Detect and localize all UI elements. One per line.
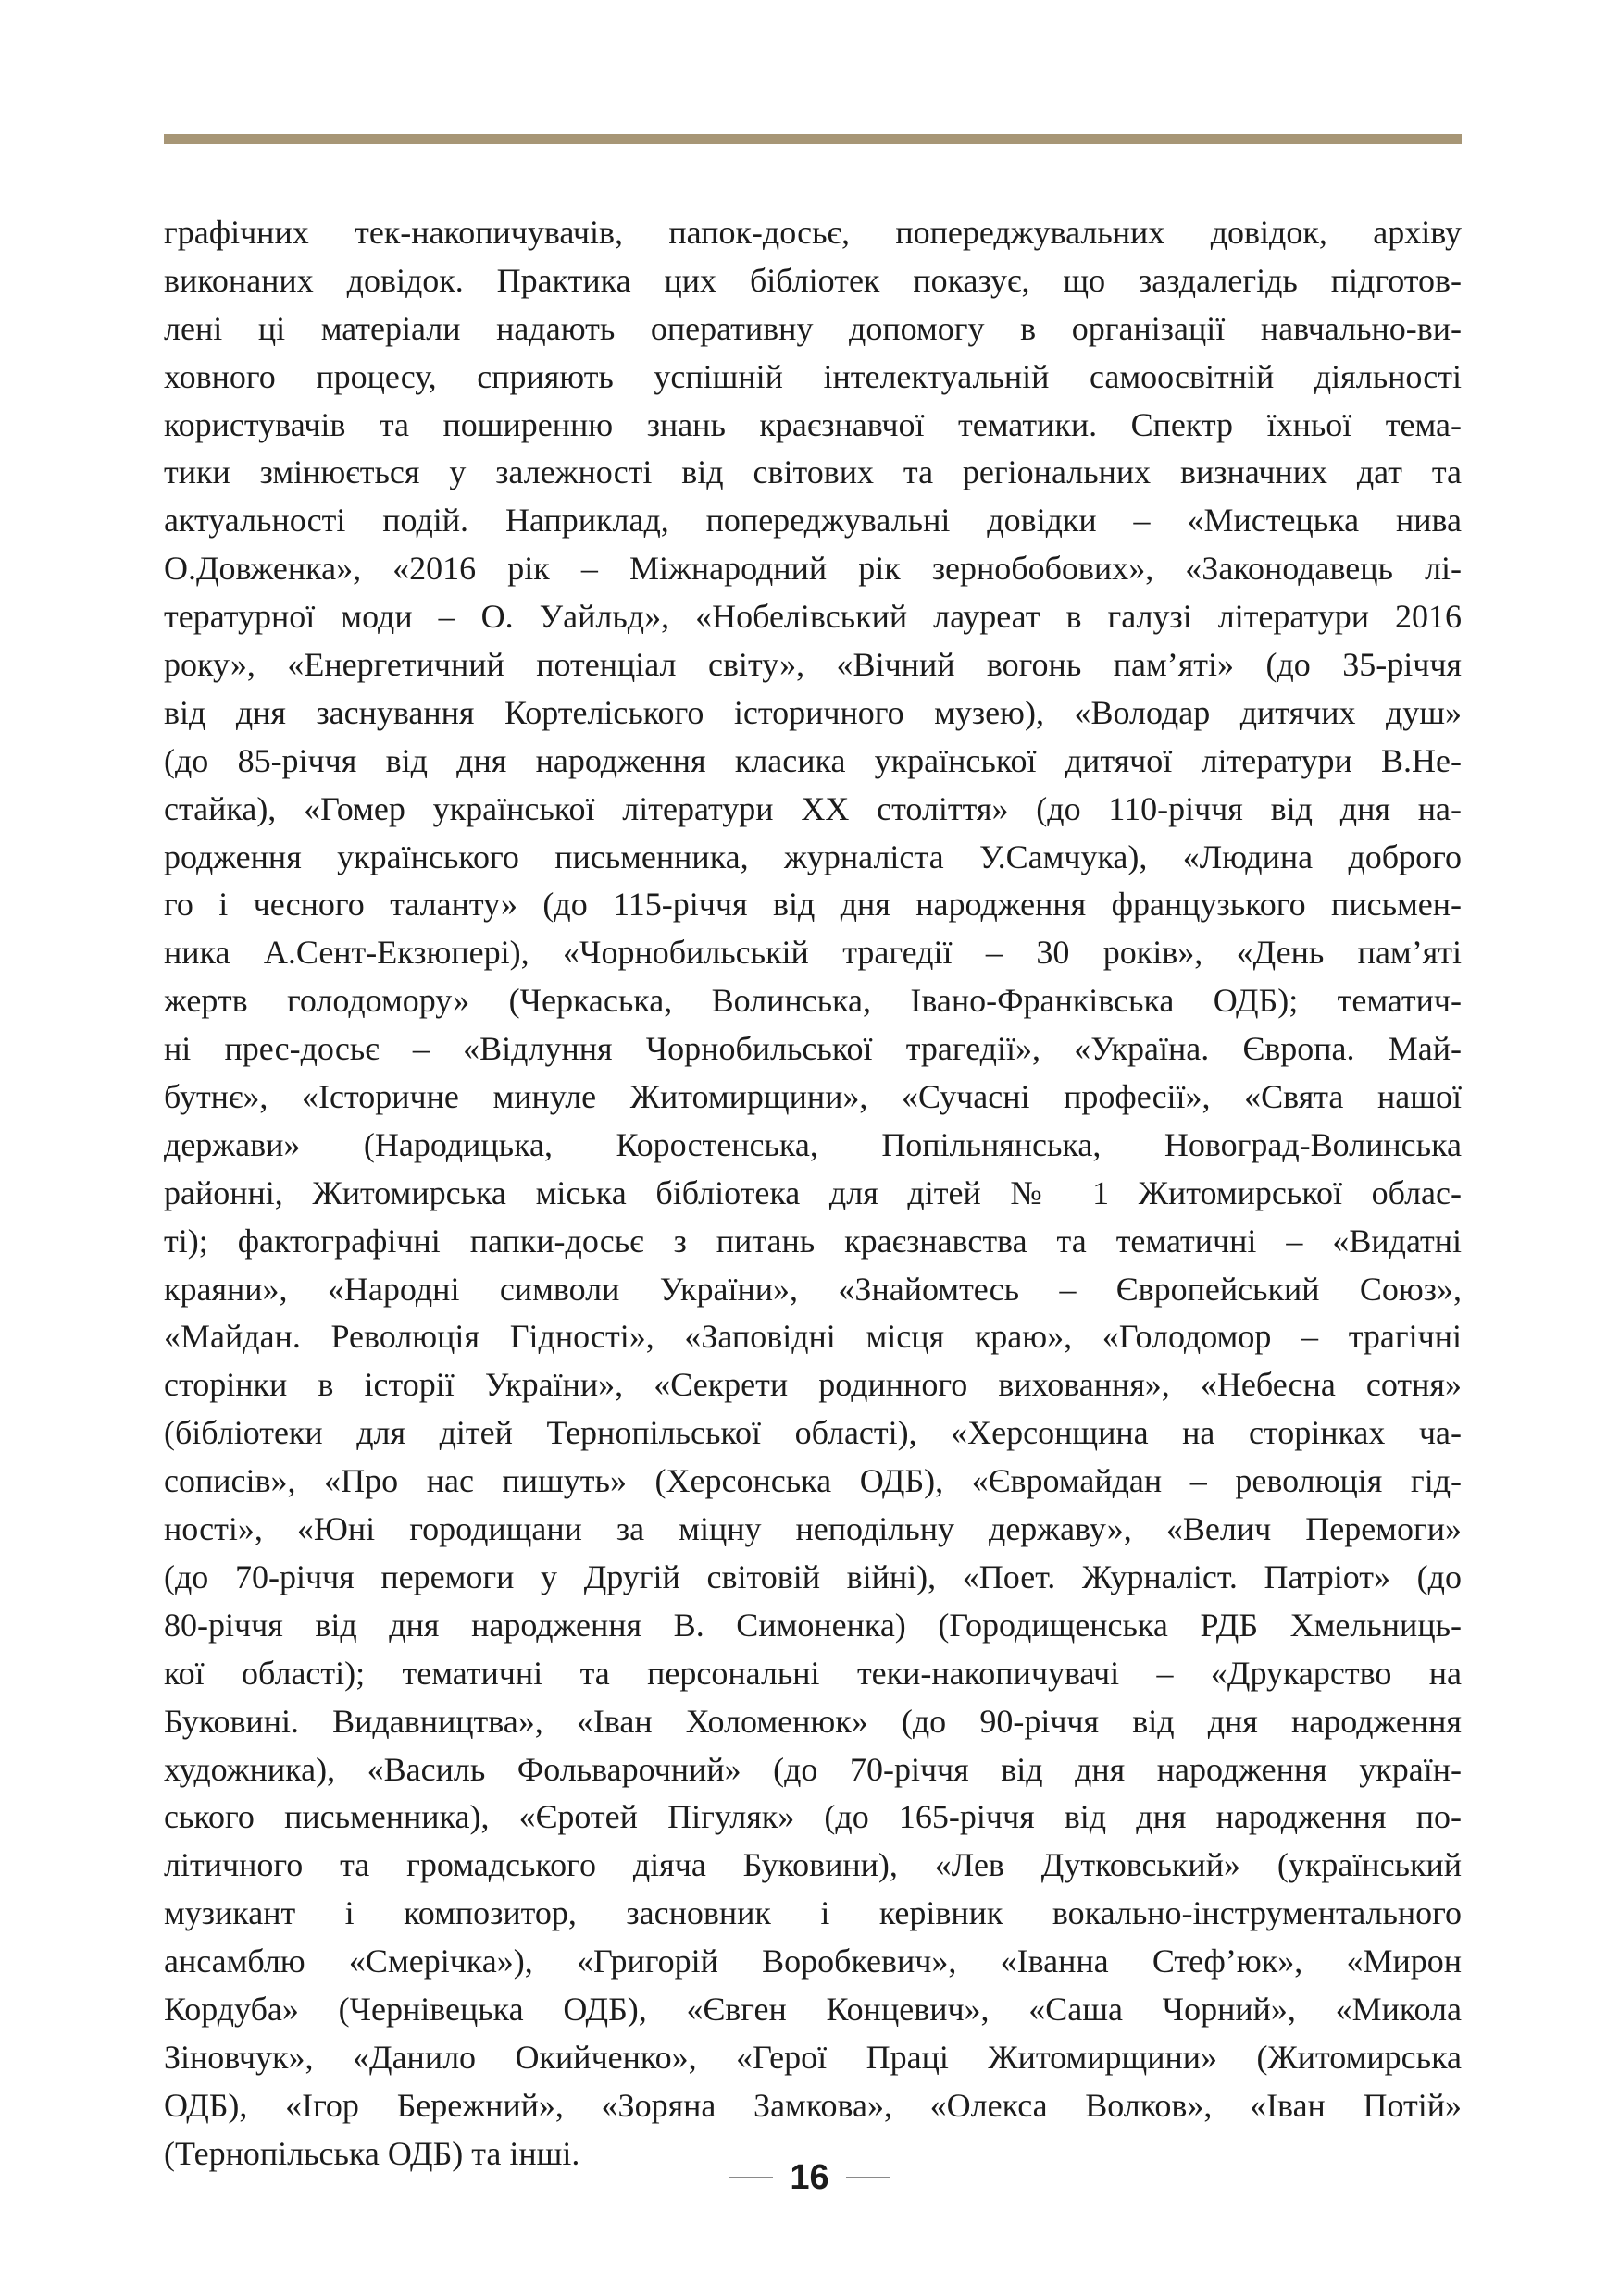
text-line: користувачів та поширенню знань краєзнавчої тематики. Спектр їхньої тема- (164, 405, 1462, 443)
text-line: родження українського письменника, журналіста У.Самчука), «Людина доброго (164, 838, 1462, 875)
text-line: тики змінюється у залежності від світових та регіональних визначних дат та (164, 453, 1462, 491)
text-line: ховного процесу, сприяють успішній інтелектуальній самоосвітній діяльності (164, 357, 1462, 395)
text-line: 80-річчя від дня народження В. Симоненка) (Городищенська РДБ Хмельниць- (164, 1606, 1462, 1644)
text-line: лені ці матеріали надають оперативну допомогу в організації навчально-ви- (164, 309, 1462, 347)
text-line: краяни», «Народні символи України», «Знайомтесь – Європейський Союз», (164, 1270, 1462, 1308)
text-line: графічних тек-накопичувачів, папок-досьє, попереджувальних довідок, архіву (164, 214, 1462, 251)
text-line: літичного та громадського діяча Буковини), «Лев Дутковський» (український (164, 1846, 1462, 1884)
text-line: сописів», «Про нас пишуть» (Херсонська ОДБ), «Євромайдан – революція гід- (164, 1462, 1462, 1500)
text-line: ності», «Юні городищани за міцну неподільну державу», «Велич Перемоги» (164, 1510, 1462, 1548)
text-line: жертв голодомору» (Черкаська, Волинська, Івано-Франківська ОДБ); тематич- (164, 982, 1462, 1020)
text-line: кої області); тематичні та персональні теки-накопичувачі – «Друкарство на (164, 1654, 1462, 1692)
header-rule (164, 134, 1462, 144)
text-line: ансамблю «Смерічка»), «Григорій Воробкевич», «Іванна Стеф’юк», «Мирон (164, 1942, 1462, 1980)
text-line: ника А.Сент-Екзюпері), «Чорнобильській трагедії – 30 років», «День пам’яті (164, 934, 1462, 972)
text-line: стайка), «Гомер української літератури ХХ століття» (до 110-річчя від дня на- (164, 789, 1462, 827)
text-line: ні прес-досьє – «Відлуння Чорнобильської трагедії», «Україна. Європа. Май- (164, 1030, 1462, 1068)
page-number: 16 (790, 2158, 829, 2197)
text-line: Кордуба» (Чернівецька ОДБ), «Євген Концевич», «Саша Чорний», «Микола (164, 1990, 1462, 2028)
text-line: року», «Енергетичний потенціал світу», «Вічний вогонь пам’яті» (до 35-річчя (164, 646, 1462, 684)
text-line: держави» (Народицька, Коростенська, Попільнянська, Новоград-Волинська (164, 1125, 1462, 1163)
text-line: «Майдан. Революція Гідності», «Заповідні місця краю», «Голодомор – трагічні (164, 1318, 1462, 1356)
text-line: (до 70-річчя перемоги у Другій світовій війні), «Поет. Журналіст. Патріот» (до (164, 1558, 1462, 1595)
text-line: районні, Житомирська міська бібліотека для дітей № 1 Житомирської облас- (164, 1173, 1462, 1211)
text-line: Зіновчук», «Данило Окийченко», «Герої Праці Житомирщини» (Житомирська (164, 2038, 1462, 2076)
body-text (164, 209, 1462, 2178)
text-line: ського письменника), «Єротей Пігуляк» (до 165-річчя від дня народження по- (164, 1798, 1462, 1836)
text-line: го і чесного таланту» (до 115-річчя від дня народження французького письмен- (164, 886, 1462, 924)
text-line: ті); фактографічні папки-досьє з питань краєзнавства та тематичні – «Видатні (164, 1222, 1462, 1260)
footer-dash-left (729, 2177, 773, 2178)
text-line: від дня заснування Кортеліського історичного музею), «Володар дитячих душ» (164, 693, 1462, 731)
text-line: О.Довженка», «2016 рік – Міжнародний рік зернобобових», «Законодавець лі- (164, 550, 1462, 588)
page-footer (0, 2154, 1619, 2201)
text-line: (бібліотеки для дітей Тернопільської області), «Херсонщина на сторінках ча- (164, 1414, 1462, 1452)
text-line: актуальності подій. Наприклад, попереджувальні довідки – «Мистецька нива (164, 502, 1462, 540)
text-line: Буковині. Видавництва», «Іван Холоменюк» (до 90-річчя від дня народження (164, 1702, 1462, 1740)
text-line: (Тернопільська ОДБ) та інші. (164, 2134, 580, 2172)
text-line: художника), «Василь Фольварочний» (до 70-річчя від дня народження україн- (164, 1750, 1462, 1788)
footer-dash-right (846, 2177, 890, 2178)
text-line: бутнє», «Історичне минуле Житомирщини», «Сучасні професії», «Свята нашої (164, 1078, 1462, 1116)
text-line: (до 85-річчя від дня народження класика української дитячої літератури В.Не- (164, 741, 1462, 779)
text-line: сторінки в історії України», «Секрети родинного виховання», «Небесна сотня» (164, 1366, 1462, 1404)
text-line: ОДБ), «Ігор Бережний», «Зоряна Замкова», «Олекса Волков», «Іван Потій» (164, 2086, 1462, 2124)
text-line: музикант і композитор, засновник і керівник вокально-інструментального (164, 1894, 1462, 1932)
text-line: виконаних довідок. Практика цих бібліотек показує, що заздалегідь підготов- (164, 261, 1462, 299)
text-line: тературної моди – О. Уайльд», «Нобелівський лауреат в галузі літератури 2016 (164, 598, 1462, 636)
